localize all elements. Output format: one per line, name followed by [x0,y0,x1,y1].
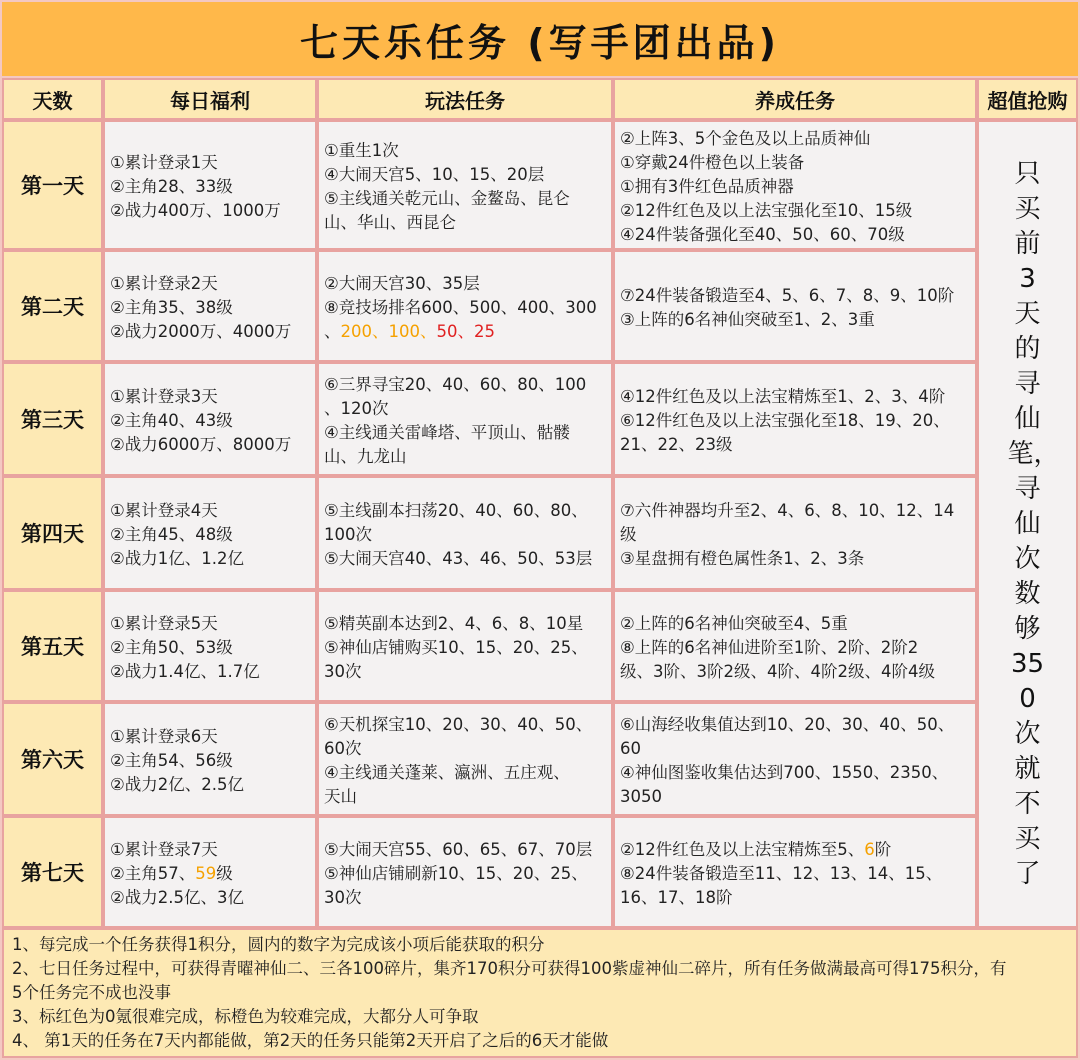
page-title: 七天乐任务 (写手团出品) [2,2,1078,76]
develop-line: 16、17、18阶 [620,888,733,907]
day-3-daily [103,362,317,476]
note-line: 4、 第1天的任务在7天内都能做，第2天的任务只能第2天开启了之后的6天才能做 [12,1031,609,1050]
develop-line: ④24件装备强化至40、50、60、70级 [620,225,905,244]
red-highlight: 50 [436,322,458,341]
special-buy-text: 只买前3天的寻仙笔，寻仙次数够350次就不买了 [1007,158,1060,889]
play-line: ⑤精英副本达到2、4、6、8、10星 [324,614,584,633]
day-6-daily [103,702,317,816]
daily-line: ①累计登录3天 [110,387,218,406]
day-2-label: 第二天 [2,250,103,362]
day-4-play [317,476,613,590]
daily-line: ②战力1亿、1.2亿 [110,549,245,568]
play-line: ④主线通关雷峰塔、平顶山、骷髅 [324,423,570,442]
play-line: ⑤大闹天宫40、43、46、50、53层 [324,549,593,568]
day-7-develop [613,816,977,928]
play-line: 100次 [324,525,372,544]
orange-highlight: 100 [388,322,420,341]
develop-line: 级、3阶、3阶2级、4阶、4阶2级、4阶4级 [620,662,935,681]
daily-line: ①累计登录7天 [110,840,218,859]
develop-line: 60 [620,739,641,758]
develop-line: 21、22、23级 [620,435,733,454]
daily-line: ②战力2000万、4000万 [110,322,292,341]
develop-line: ②12件红色及以上法宝强化至10、15级 [620,201,913,220]
play-line: 山、华山、西昆仑 [324,213,456,232]
text-segment: 、 [420,322,437,341]
play-line: 30次 [324,888,362,907]
play-line: ⑤大闹天宫55、60、65、67、70层 [324,840,593,859]
day-7-daily [103,816,317,928]
orange-highlight: 59 [195,864,217,883]
play-line: 、120次 [324,399,389,418]
day-5-daily [103,590,317,702]
note-line: 2、七日任务过程中，可获得青曜神仙二、三各100碎片，集齐170积分可获得100紫虚神仙二碎片，所有任务做满最高可得175积分，有 [12,959,1007,978]
develop-line: ④神仙图鉴收集估达到700、1550、2350、 [620,763,949,782]
day-6-develop [613,702,977,816]
play-line: ⑤主线副本扫荡20、40、60、80、 [324,501,588,520]
play-line: ⑧竞技场排名600、500、400、300 [324,298,597,317]
develop-line: ⑦24件装备锻造至4、5、6、7、8、9、10阶 [620,286,955,305]
daily-line: ②战力1.4亿、1.7亿 [110,662,260,681]
play-line: ⑤主线通关乾元山、金鳌岛、昆仑 [324,189,570,208]
day-2-play [317,250,613,362]
orange-highlight: 6 [864,840,875,859]
daily-line: ②主角28、33级 [110,177,233,196]
develop-line: ⑥12件红色及以上法宝强化至18、19、20、 [620,411,950,430]
day-5-label: 第五天 [2,590,103,702]
text-segment: 、 [324,322,341,341]
day-1-play [317,120,613,250]
note-line: 1、每完成一个任务获得1积分，圆内的数字为完成该小项后能获取的积分 [12,935,545,954]
play-line: ④大闹天宫5、10、15、20层 [324,165,545,184]
day-6-label: 第六天 [2,702,103,816]
play-line: ⑤神仙店铺购买10、15、20、25、 [324,638,588,657]
daily-line: ①累计登录6天 [110,727,218,746]
daily-line: ①累计登录5天 [110,614,218,633]
develop-line: ①拥有3件红色品质神器 [620,177,794,196]
daily-line: ②主角50、53级 [110,638,233,657]
day-2-develop [613,250,977,362]
develop-line: ②上阵3、5个金色及以上品质神仙 [620,129,871,148]
note-line: 3、标红色为0氪很难完成，标橙色为较难完成，大都分人可争取 [12,1007,479,1026]
daily-line: ②主角54、56级 [110,751,233,770]
daily-line: ②战力6000万、8000万 [110,435,292,454]
day-3-play [317,362,613,476]
develop-line: ⑦六件神器均升至2、4、6、8、10、12、14 [620,501,955,520]
play-line [324,320,605,344]
day-6-play [317,702,613,816]
notes-section [2,928,1078,1058]
daily-line: ②战力2亿、2.5亿 [110,775,245,794]
develop-line: 级 [620,525,637,544]
develop-line: ⑧上阵的6名神仙进阶至1阶、2阶、2阶2 [620,638,919,657]
orange-highlight: 200 [340,322,372,341]
day-3-develop [613,362,977,476]
daily-line: ②主角45、48级 [110,525,233,544]
day-5-develop [613,590,977,702]
day-4-daily [103,476,317,590]
play-line: 30次 [324,662,362,681]
daily-line: ②战力400万、1000万 [110,201,281,220]
text-segment: ②主角57、 [110,864,196,883]
develop-line: ④12件红色及以上法宝精炼至1、2、3、4阶 [620,387,946,406]
day-1-develop [613,120,977,250]
daily-line: ①累计登录1天 [110,153,218,172]
develop-line: ⑧24件装备锻造至11、12、13、14、15、 [620,864,943,883]
daily-line: ①累计登录2天 [110,274,218,293]
play-line: ④主线通关蓬莱、瀛洲、五庄观、 [324,763,570,782]
header-develop-tasks: 养成任务 [613,78,977,120]
daily-line: ①累计登录4天 [110,501,218,520]
day-1-label: 第一天 [2,120,103,250]
play-line: ⑥三界寻宝20、40、60、80、100 [324,375,587,394]
note-line: 5个任务完不成也没事 [12,983,171,1002]
play-line: 60次 [324,739,362,758]
day-7-label: 第七天 [2,816,103,928]
header-day: 天数 [2,78,103,120]
develop-line [620,838,969,862]
header-play-tasks: 玩法任务 [317,78,613,120]
text-segment: 、 [457,322,474,341]
day-4-label: 第四天 [2,476,103,590]
header-daily-benefit: 每日福利 [103,78,317,120]
day-4-develop [613,476,977,590]
day-3-label: 第三天 [2,362,103,476]
play-line: ⑤神仙店铺刷新10、15、20、25、 [324,864,588,883]
day-2-daily [103,250,317,362]
play-line: ⑥天机探宝10、20、30、40、50、 [324,715,593,734]
play-line: 山、九龙山 [324,447,407,466]
special-buy-cell [977,120,1078,928]
text-segment: ②12件红色及以上法宝精炼至5、 [620,840,865,859]
text-segment: 阶 [874,840,892,859]
play-line: ①重生1次 [324,141,399,160]
red-highlight: 25 [474,322,495,341]
play-line: ②大闹天宫30、35层 [324,274,480,293]
day-1-daily [103,120,317,250]
daily-line [110,862,309,886]
daily-line: ②主角35、38级 [110,298,233,317]
text-segment: 级 [216,864,233,883]
develop-line: ③上阵的6名神仙突破至1、2、3重 [620,310,875,329]
develop-line: 3050 [620,787,662,806]
day-5-play [317,590,613,702]
header-special-buy: 超值抢购 [977,78,1078,120]
develop-line: ①穿戴24件橙色以上装备 [620,153,805,172]
daily-line: ②主角40、43级 [110,411,233,430]
daily-line: ②战力2.5亿、3亿 [110,888,245,907]
day-7-play [317,816,613,928]
develop-line: ⑥山海经收集值达到10、20、30、40、50、 [620,715,955,734]
text-segment: 、 [372,322,389,341]
develop-line: ②上阵的6名神仙突破至4、5重 [620,614,848,633]
play-line: 天山 [324,787,357,806]
develop-line: ③星盘拥有橙色属性条1、2、3条 [620,549,865,568]
